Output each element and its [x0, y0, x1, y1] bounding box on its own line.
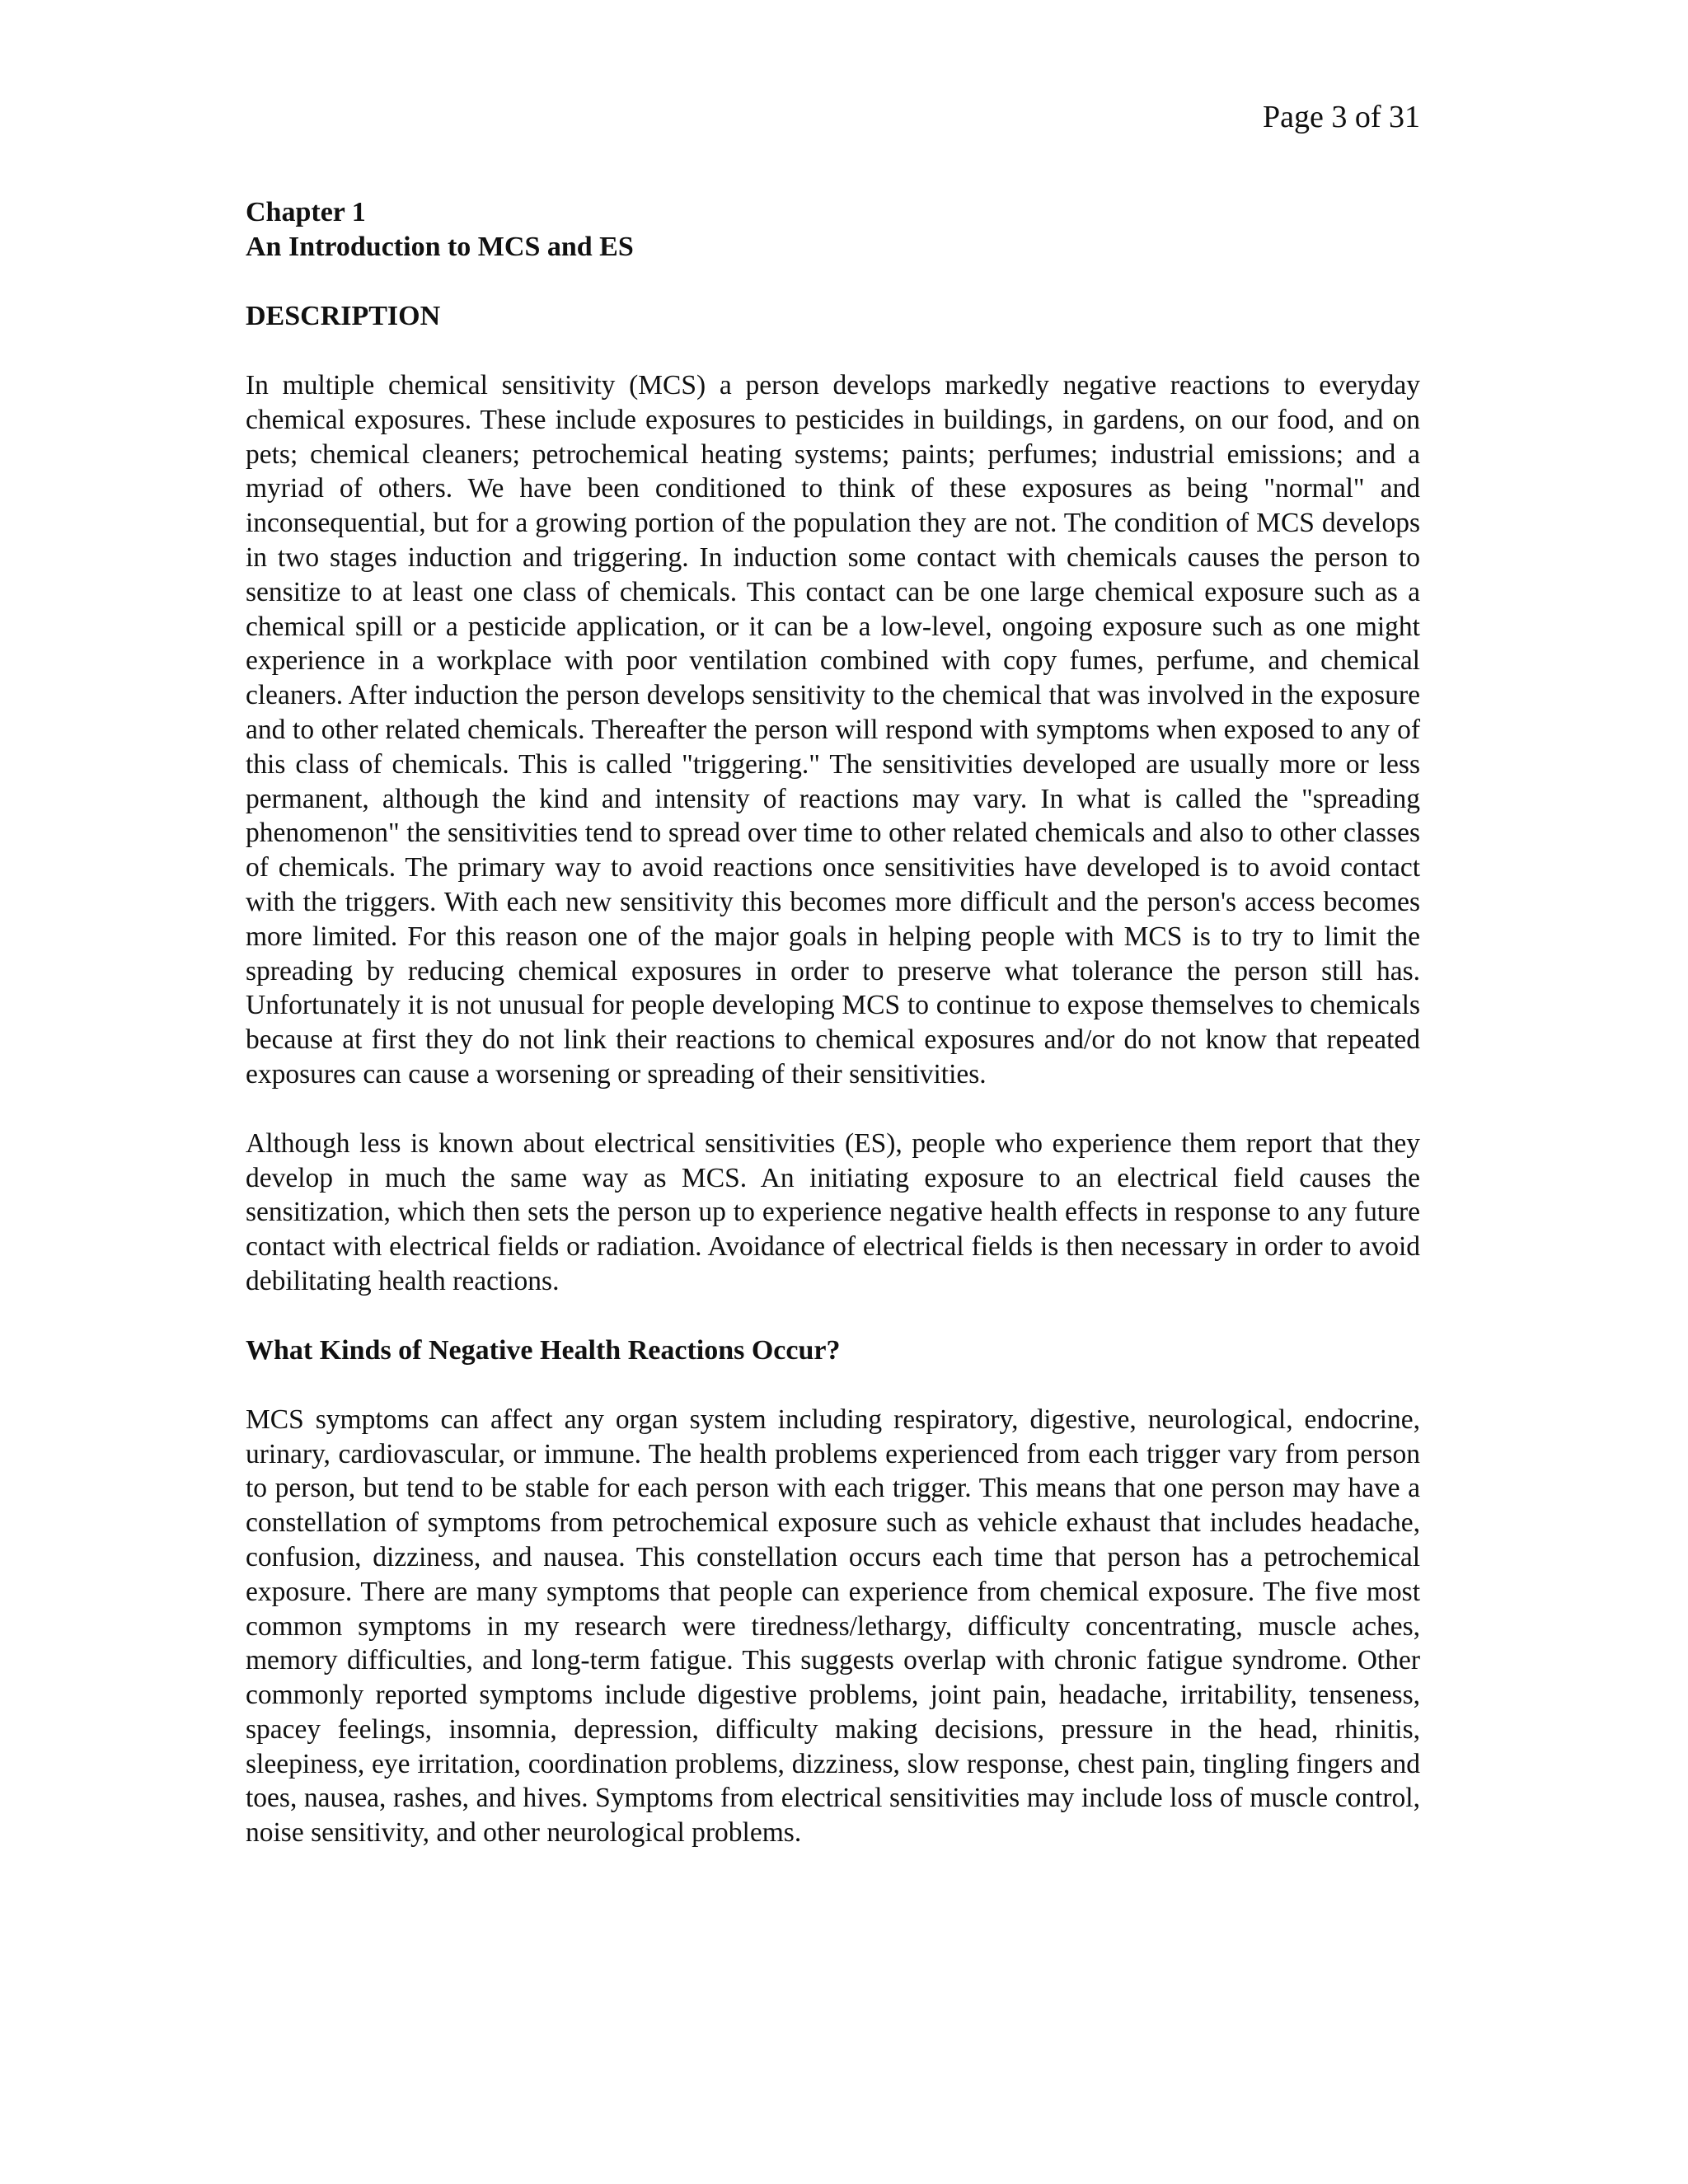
- chapter-title: An Introduction to MCS and ES: [246, 232, 634, 262]
- paragraph-mcs-description: In multiple chemical sensitivity (MCS) a person develops markedly negative reactions to everyday chemical exposures. These include exposures to pesticides in buildings, in gardens, on our food, and on pets; chemical cleaners; petrochemical heating systems; paints; perfumes; industrial emissions; and a myriad of others. We have been conditioned to think of these exposures as being "normal" and inconsequential, but for a growing portion of the population they are not. The condition of MCS develops in two stages induction and triggering. In induction some contact with chemicals causes the person to sensitize to at least one class of chemicals. This contact can be one large chemical exposure such as a chemical spill or a pesticide application, or it can be a low-level, ongoing exposure such as one might experience in a workplace with poor ventilation combined with copy fumes, perfume, and chemical cleaners. After induction the person develops sensitivity to the chemical that was involved in the exposure and to other related chemicals. Thereafter the person will respond with symptoms when exposed to any of this class of chemicals. This is called "triggering." The sensitivities developed are usually more or less permanent, although the kind and intensity of reactions may vary. In what is called the "spreading phenomenon" the sensitivities tend to spread over time to other related chemicals and also to other classes of chemicals. The primary way to avoid reactions once sensitivities have developed is to avoid contact with the triggers. With each new sensitivity this becomes more difficult and the person's access becomes more limited. For this reason one of the major goals in helping people with MCS is to try to limit the spreading by reducing chemical exposures in order to preserve what tolerance the person still has. Unfortunately it is not unusual for people developing MCS to continue to expose themselves to chemicals because at first they do not link their reactions to chemical exposures and/or do not know that repeated exposures can cause a worsening or spreading of their sensitivities.: [246, 370, 1420, 1090]
- section-heading-reactions: What Kinds of Negative Health Reactions Occur?: [246, 1334, 841, 1366]
- page-number: Page 3 of 31: [1262, 100, 1420, 134]
- paragraph-symptoms: MCS symptoms can affect any organ system including respiratory, digestive, neurological, endocrine, urinary, cardiovascular, or immune. The health problems experienced from each trigger vary from person to person, but tend to be stable for each person with each trigger. This means that one person may have a constellation of symptoms from petrochemical exposure such as vehicle exhaust that includes headache, confusion, dizziness, and nausea. This constellation occurs each time that person has a petrochemical exposure. There are many symptoms that people can experience from chemical exposure. The five most common symptoms in my research were tiredness/lethargy, difficulty concentrating, muscle aches, memory difficulties, and long-term fatigue. This suggests overlap with chronic fatigue syndrome. Other commonly reported symptoms include digestive problems, joint pain, headache, irritability, tenseness, spacey feelings, insomnia, depression, difficulty making decisions, pressure in the head, rhinitis, sleepiness, eye irritation, coordination problems, dizziness, slow response, chest pain, tingling fingers and toes, nausea, rashes, and hives. Symptoms from electrical sensitivities may include loss of muscle control, noise sensitivity, and other neurological problems.: [246, 1404, 1420, 1849]
- chapter-number: Chapter 1: [246, 197, 366, 227]
- paragraph-es-description: Although less is known about electrical sensitivities (ES), people who experience them report that they develop in much the same way as MCS. An initiating exposure to an electrical field causes the sensitization, which then sets the person up to experience negative health effects in response to any future contact with electrical fields or radiation. Avoidance of electrical fields is then necessary in order to avoid debilitating health reactions.: [246, 1127, 1420, 1296]
- section-heading-description: DESCRIPTION: [246, 301, 441, 331]
- page-content: [246, 195, 1420, 1850]
